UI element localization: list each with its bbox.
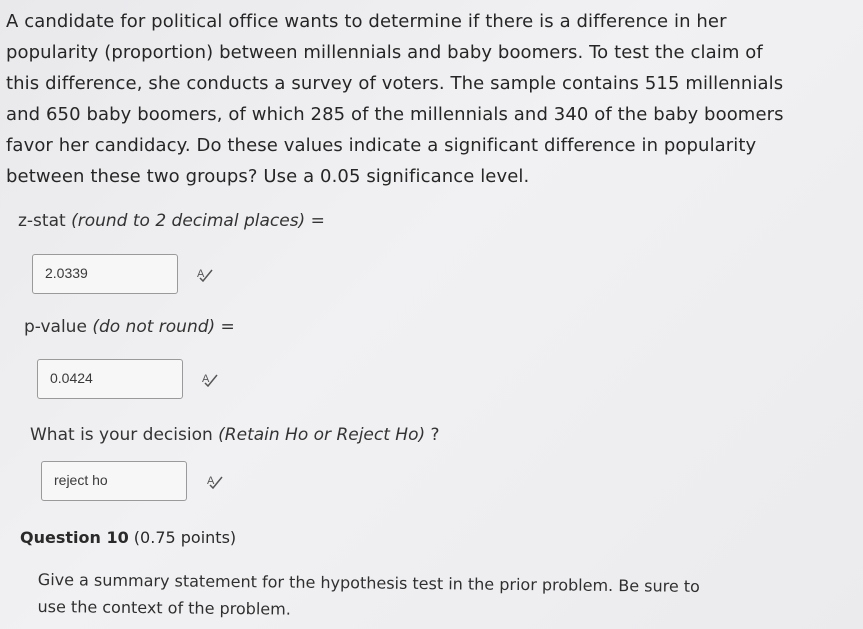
decision-label-suffix: ? xyxy=(425,425,440,445)
pvalue-label: p-value xyxy=(24,317,93,337)
problem-line: A candidate for political office wants to determine if there is a difference in her xyxy=(6,11,727,32)
question-line: Give a summary statement for the hypothesis test in the prior problem. Be sure to xyxy=(37,569,700,596)
svg-text:A: A xyxy=(202,373,210,385)
spellcheck-icon[interactable] xyxy=(196,266,214,282)
decision-label-hint: (Retain Ho or Reject Ho) xyxy=(218,425,426,445)
pvalue-prompt xyxy=(24,317,235,337)
decision-answer-field[interactable]: reject ho xyxy=(41,461,187,501)
problem-line: popularity (proportion) between millennials and baby boomers. To test the claim of xyxy=(6,42,763,63)
zstat-label-hint: (round to 2 decimal places) xyxy=(71,211,306,231)
problem-statement xyxy=(6,6,806,192)
spellcheck-icon[interactable] xyxy=(201,371,219,387)
question-title: Question 10 xyxy=(20,528,129,547)
svg-text:A: A xyxy=(207,475,215,487)
zstat-label-suffix: = xyxy=(305,211,325,231)
problem-line: favor her candidacy. Do these values indicate a significant difference in popularity xyxy=(6,135,757,156)
problem-line: between these two groups? Use a 0.05 significance level. xyxy=(6,166,530,187)
decision-label: What is your decision xyxy=(30,425,219,445)
problem-line: and 650 baby boomers, of which 285 of the millennials and 340 of the baby boomers xyxy=(6,104,784,125)
svg-text:A: A xyxy=(197,268,205,280)
pvalue-answer-field[interactable]: 0.0424 xyxy=(37,359,183,399)
question-line: use the context of the problem. xyxy=(37,596,291,619)
question-10-prompt xyxy=(37,566,798,628)
zstat-label: z-stat xyxy=(18,211,72,231)
pvalue-label-suffix: = xyxy=(215,317,235,337)
zstat-answer-field[interactable]: 2.0339 xyxy=(32,254,178,294)
decision-prompt xyxy=(30,425,440,445)
pvalue-label-hint: (do not round) xyxy=(92,317,216,337)
zstat-prompt xyxy=(18,211,325,231)
problem-line: this difference, she conducts a survey of voters. The sample contains 515 millennials xyxy=(6,73,784,94)
question-points: (0.75 points) xyxy=(128,528,237,547)
spellcheck-icon[interactable] xyxy=(206,473,224,489)
question-10-header xyxy=(20,528,236,547)
